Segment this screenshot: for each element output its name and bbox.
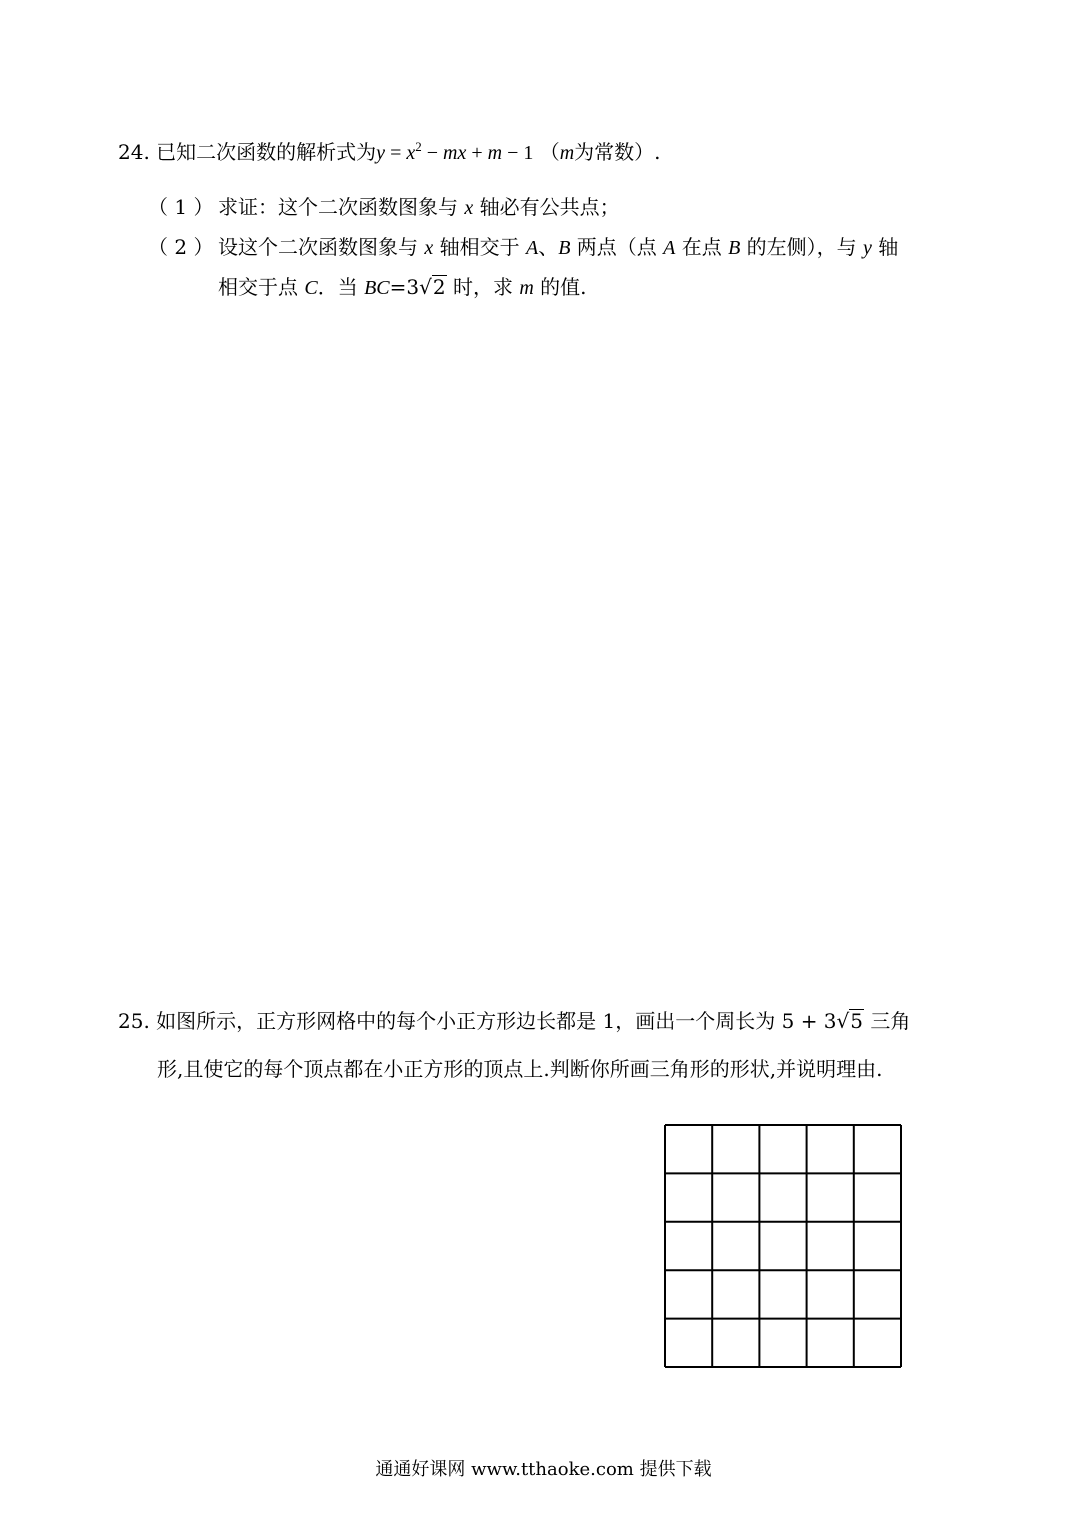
part2-line2-b: ．当 <box>317 275 365 299</box>
point-c: C <box>304 277 318 299</box>
formula-minus-one: − 1 <box>502 142 534 164</box>
part2-text-e: 在点 <box>675 235 729 259</box>
part2-text-b: 轴相交于 <box>433 235 526 259</box>
point-a: A <box>525 237 539 259</box>
stem-paren-text: 为常数）. <box>574 140 661 164</box>
sqrt-two-value: 2 <box>432 275 446 299</box>
formula-eq: = <box>385 142 407 164</box>
formula-y: y <box>376 142 386 164</box>
stem-m: m <box>559 142 575 164</box>
part2-line2-d: 时，求 <box>446 275 520 299</box>
point-b-2: B <box>728 237 741 259</box>
q25-text-line2: 形,且使它的每个顶点都在小正方形的顶点上.判断你所画三角形的形状,并说明理由. <box>157 1057 883 1081</box>
part1-x: x <box>464 197 474 219</box>
q24-part2-line1 <box>148 233 898 262</box>
part2-text-g: 轴 <box>871 235 899 259</box>
q24-part2-line2 <box>218 273 586 302</box>
q24-stem <box>118 138 661 169</box>
part2-m: m <box>519 277 534 299</box>
sqrt-two: √2 <box>419 275 446 299</box>
part2-text-c: 、 <box>538 235 559 259</box>
part2-text-f: 的左侧），与 <box>740 235 863 259</box>
part2-text-a: 设这个二次函数图象与 <box>218 235 425 259</box>
q24-part1 <box>148 193 620 222</box>
sqrt-five: √5 <box>836 1009 864 1033</box>
sqrt-five-value: 5 <box>850 1009 864 1033</box>
part2-line2-e: 的值. <box>533 275 587 299</box>
part1-text-b: 轴必有公共点； <box>473 195 620 219</box>
part1-label: （ 1 ） <box>148 195 214 219</box>
formula-exponent: 2 <box>415 139 422 154</box>
q24-stem-prefix: 已知二次函数的解析式为 <box>156 140 377 164</box>
formula-mx: mx <box>443 142 467 164</box>
part2-label: （ 2 ） <box>148 235 214 259</box>
q25-number: 25. <box>118 1009 150 1033</box>
part2-line2-c: =3 <box>389 275 420 299</box>
formula-minus: − <box>421 142 444 164</box>
formula-x: x <box>406 142 416 164</box>
point-a-2: A <box>663 237 676 259</box>
square-grid <box>664 1124 902 1368</box>
point-b: B <box>558 237 571 259</box>
part2-x: x <box>424 237 434 259</box>
part2-y: y <box>863 237 872 259</box>
q25-text-a: 如图所示，正方形网格中的每个小正方形边长都是 1，画出一个周长为 5 + 3 <box>156 1009 837 1033</box>
part1-text-a: 求证：这个二次函数图象与 <box>218 195 465 219</box>
segment-bc: BC <box>364 277 390 299</box>
part2-text-d: 两点（点 <box>570 235 664 259</box>
formula-plus: + <box>466 142 488 164</box>
q25-text-b: 三角 <box>864 1009 911 1033</box>
q25-line2 <box>157 1055 882 1083</box>
formula-m: m <box>487 142 503 164</box>
q24-number: 24. <box>118 140 150 164</box>
square-grid-svg <box>664 1124 902 1368</box>
part2-line2-a: 相交于点 <box>218 275 305 299</box>
footer: 通通好课网 www.tthaoke.com 提供下载 <box>375 1459 712 1480</box>
q25-line1 <box>118 1007 910 1035</box>
q24-formula <box>376 139 534 164</box>
paren-open: （ <box>539 140 560 164</box>
